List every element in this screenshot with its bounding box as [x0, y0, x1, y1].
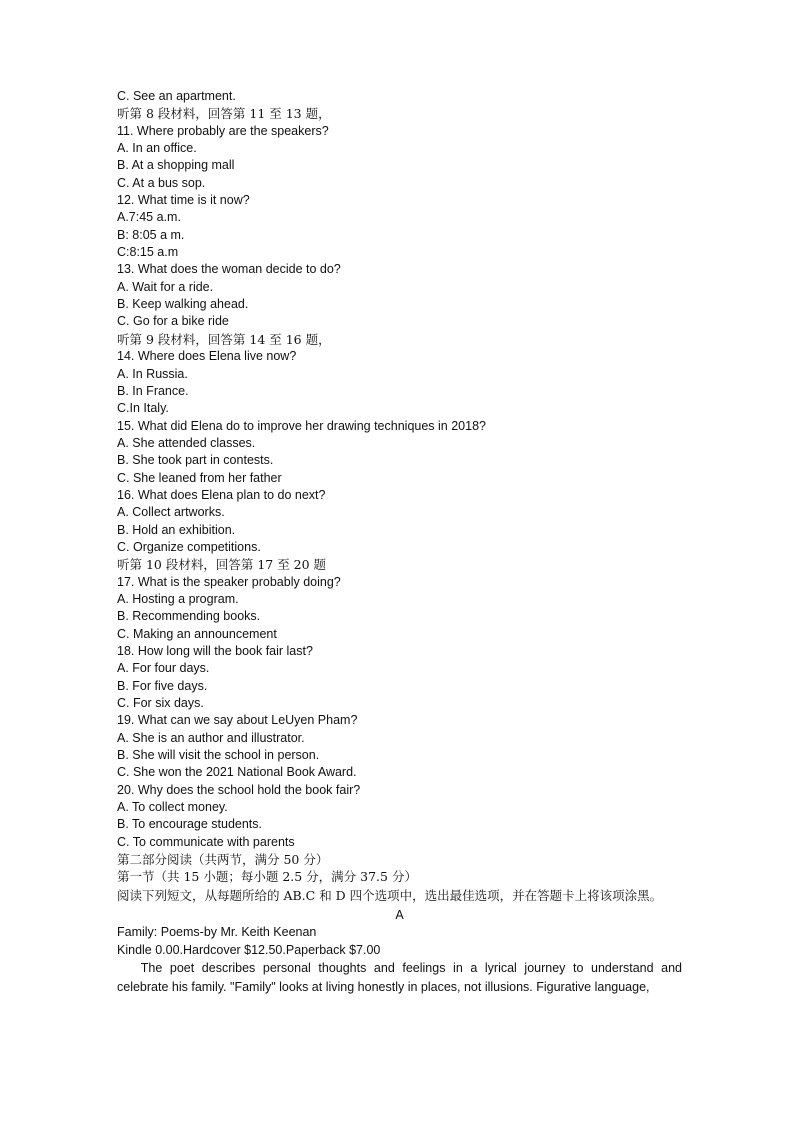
- option: A. Collect artworks.: [117, 505, 225, 520]
- question: 16. What does Elena plan to do next?: [117, 487, 326, 502]
- option: C. At a bus sop.: [117, 175, 206, 190]
- question: 12. What time is it now?: [117, 193, 250, 208]
- question: 20. Why does the school hold the book fair?: [117, 782, 361, 797]
- option: C. Go for a bike ride: [117, 314, 229, 329]
- option: C.In Italy.: [117, 401, 169, 416]
- question: 11. Where probably are the speakers?: [117, 123, 329, 138]
- question: 18. How long will the book fair last?: [117, 644, 313, 658]
- option: B. Hold an exhibition.: [117, 522, 236, 537]
- option: A. To collect money.: [117, 800, 228, 815]
- question: 17. What is the speaker probably doing?: [117, 574, 341, 589]
- instruction: 阅读下列短文，从每题所给的 AB.C 和 D 四个选项中，选出最佳选项，并在答题卡上将该项涂黑。: [117, 887, 663, 903]
- option: B. At a shopping mall: [117, 158, 235, 173]
- option: A. She is an author and illustrator.: [117, 730, 305, 745]
- option: A. For four days.: [117, 661, 210, 676]
- option: B: 8:05 a m.: [117, 227, 185, 242]
- option: B. For five days.: [117, 678, 208, 693]
- question: 14. Where does Elena live now?: [117, 349, 297, 364]
- document-page: [117, 88, 682, 997]
- option: A. Wait for a ride.: [117, 279, 214, 294]
- option: B. To encourage students.: [117, 817, 263, 832]
- option: B. She will visit the school in person.: [117, 748, 320, 763]
- question: 13. What does the woman decide to do?: [117, 262, 341, 277]
- text-line: C. See an apartment.: [117, 89, 236, 103]
- question: 19. What can we say about LeUyen Pham?: [117, 713, 358, 728]
- book-prices: Kindle 0.00.Hardcover $12.50.Paperback $7.00: [117, 942, 381, 957]
- section-heading: 听第 8 段材料，回答第 11 至 13 题，: [117, 106, 331, 122]
- option: C. To communicate with parents: [117, 834, 295, 849]
- section-heading: 听第 10 段材料，回答第 17 至 20 题: [117, 557, 327, 573]
- subsection-heading: 第一节（共 15 小题；每小题 2.5 分，满分 37.5 分）: [117, 869, 417, 885]
- section-heading: 听第 9 段材料，回答第 14 至 16 题，: [117, 331, 331, 347]
- option: C. For six days.: [117, 696, 204, 711]
- option: A. In Russia.: [117, 366, 188, 381]
- option: C:8:15 a.m: [117, 245, 179, 260]
- option: C. Making an announcement: [117, 626, 277, 641]
- option: B. Recommending books.: [117, 609, 261, 624]
- option: B. In France.: [117, 383, 189, 398]
- option: B. Keep walking ahead.: [117, 297, 249, 312]
- option: C. She leaned from her father: [117, 470, 282, 485]
- option: A. Hosting a program.: [117, 591, 239, 606]
- option: A.7:45 a.m.: [117, 210, 181, 225]
- question: 15. What did Elena do to improve her drawing techniques in 2018?: [117, 418, 486, 433]
- option: A. In an office.: [117, 141, 197, 156]
- option: C. She won the 2021 National Book Award.: [117, 765, 357, 780]
- option: C. Organize competitions.: [117, 539, 261, 554]
- option: A. She attended classes.: [117, 435, 256, 450]
- book-title: Family: Poems-by Mr. Keith Keenan: [117, 925, 317, 940]
- passage-letter: A: [395, 907, 404, 922]
- part-heading: 第二部分阅读（共两节，满分 50 分）: [117, 852, 329, 868]
- option: B. She took part in contests.: [117, 453, 274, 468]
- passage-paragraph: The poet describes personal thoughts and feelings in a lyrical journey to understand and celebrate his family. "Family" looks at living honestly in places, not illusions. Figurative language,: [117, 960, 682, 994]
